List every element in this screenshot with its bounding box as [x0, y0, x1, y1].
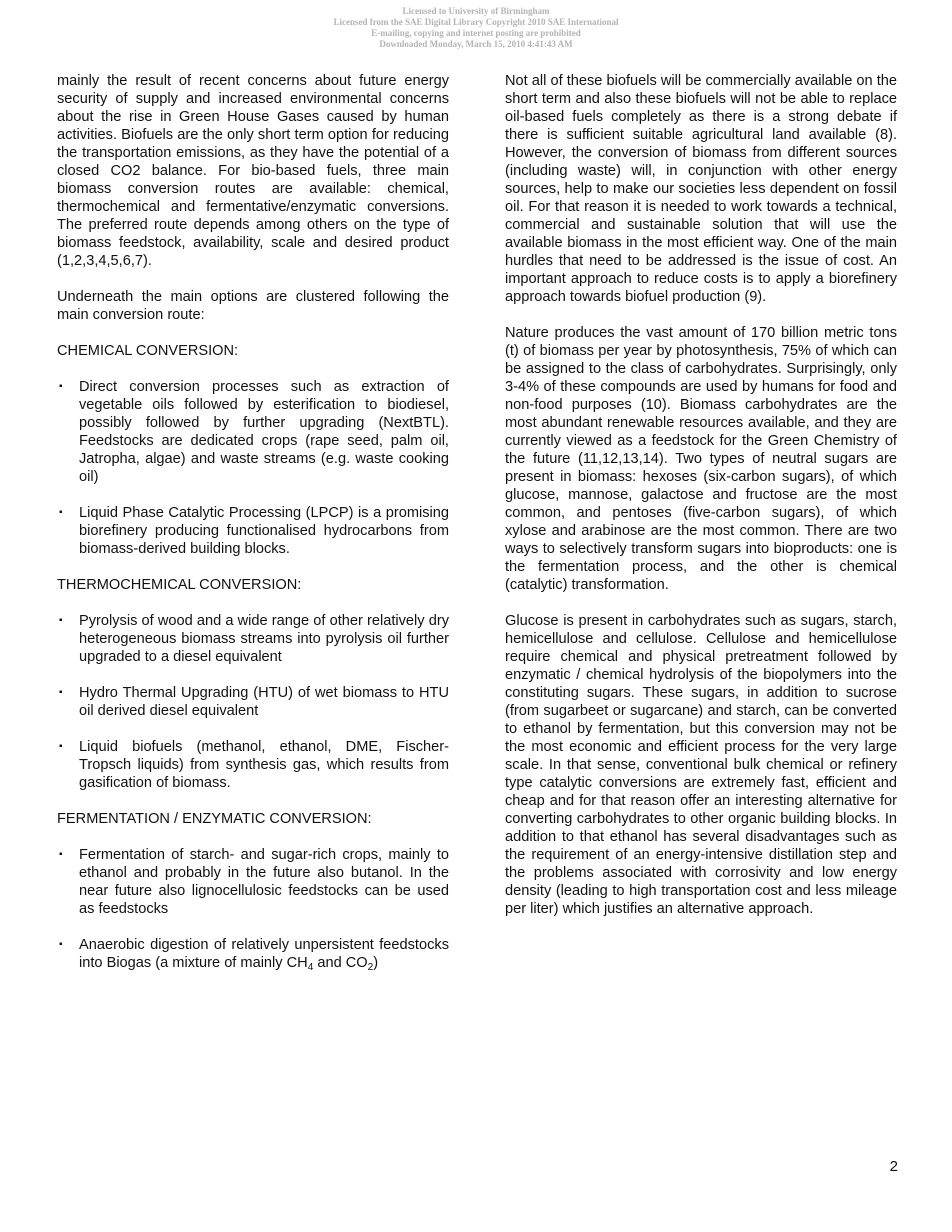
list-item-text: Liquid Phase Catalytic Processing (LPCP) is a promising biorefinery producing functionalised hydrocarbons from biomass-derived building blocks.: [79, 505, 449, 557]
list-item-text: [79, 937, 449, 971]
subscript: 2: [367, 962, 374, 973]
body-paragraph: Glucose is present in carbohydrates such as sugars, starch, hemicellulose and cellulose. Cellulose and hemicellulose require chemical and physical pretreatment followed by enzymatic / chemical hydrolysis of the biopolymers into the constituting sugars. These sugars, in addition to sucrose (from sugarbeet or sugarcane) and starch, can be converted to ethanol by fermentation, but this conversion may not be the most economic and efficient process for the very large scale. In that sense, conventional bulk chemical or refinery type catalytic conversions are extremely fast, efficient and cheap and for that reason offer an interesting alternative for converting carbohydrates to other organic building blocks. In addition to that ethanol has several disadvantages such as the requirement of an energy-intensive distillation step and the problems associated with corrosivity and low energy density (leading to high transportation cost and less mileage per liter) which justifies an alternative approach.: [505, 613, 897, 917]
list-item: [57, 936, 449, 972]
bullet-icon: ▪: [59, 939, 63, 950]
license-watermark: [0, 6, 952, 50]
bullet-icon: ▪: [59, 849, 63, 860]
list-item: [57, 738, 449, 792]
watermark-line: Downloaded Monday, March 15, 2010 4:41:43 AM: [379, 39, 573, 49]
watermark-line: E-mailing, copying and internet posting are prohibited: [371, 28, 581, 38]
body-paragraph: Not all of these biofuels will be commercially available on the short term and also these biofuels will not be able to replace oil-based fuels completely as there is a strong debate if there is sufficient suitable agricultural land available (8). However, the conversion of biomass from different sources (including waste) will, in conjunction with other energy sources, help to make our societies less dependent on fossil oil. For that reason it is needed to work towards a technical, commercial and sustainable solution that will use the available biomass in the most efficient way. One of the main hurdles that need to be addressed is the issue of cost. An important approach to reduce costs is to apply a biorefinery approach towards biofuel production (9).: [505, 73, 897, 305]
watermark-line: Licensed to University of Birmingham: [402, 6, 550, 16]
section-heading-chemical: CHEMICAL CONVERSION:: [57, 343, 239, 359]
body-paragraph: Nature produces the vast amount of 170 billion metric tons (t) of biomass per year by photosynthesis, 75% of which can be assigned to the class of carbohydrates. Surprisingly, only 3-4% of these compounds are used by humans for food and non-food purposes (10). Biomass carbohydrates are the most abundant renewable resources available, and they are currently viewed as a feedstock for the Green Chemistry of the future (11,12,13,14). Two types of neutral sugars are present in biomass: hexoses (six-carbon sugars), of which glucose, mannose, galactose and fructose are the most common, and pentoses (five-carbon sugars), of which xylose and arabinose are the most common. There are two ways to selectively transform sugars into bioproducts: one is the fermentation process, and the other is chemical (catalytic) transformation.: [505, 325, 897, 593]
page-number: 2: [889, 1158, 898, 1175]
text-fragment: ): [373, 955, 379, 971]
bullet-icon: ▪: [59, 381, 63, 392]
text-fragment: and CO: [313, 955, 368, 971]
list-item-text: Direct conversion processes such as extraction of vegetable oils followed by esterification to biodiesel, possibly followed by further upgrading (NextBTL). Feedstocks are dedicated crops (rape seed, palm oil, Jatropha, algae) and waste streams (e.g. waste cooking oil): [79, 379, 449, 485]
right-column: [505, 72, 897, 936]
subscript: 4: [307, 962, 314, 973]
chemical-list: [57, 378, 449, 558]
text-fragment: Anaerobic digestion of relatively unpersistent feedstocks into Biogas (a mixture of mainly CH: [79, 937, 449, 971]
bullet-icon: ▪: [59, 687, 63, 698]
watermark-line: Licensed from the SAE Digital Library Copyright 2010 SAE International: [333, 17, 619, 27]
thermochemical-list: [57, 612, 449, 792]
body-paragraph: Underneath the main options are clustered following the main conversion route:: [57, 289, 449, 323]
list-item-text: Fermentation of starch- and sugar-rich crops, mainly to ethanol and probably in the future also butanol. In the near future also lignocellulosic feedstocks can be used as feedstocks: [79, 847, 449, 917]
list-item: [57, 612, 449, 666]
bullet-icon: ▪: [59, 615, 63, 626]
fermentation-list: [57, 846, 449, 972]
body-paragraph: mainly the result of recent concerns about future energy security of supply and increased environmental concerns about the rise in Green House Gases caused by human activities. Biofuels are the only short term option for reducing the transportation emissions, as they have the potential of a closed CO2 balance. For bio-based fuels, three main biomass conversion routes are available: chemical, thermochemical and fermentative/enzymatic conversions. The preferred route depends among others on the type of biomass feedstock, availability, scale and desired product (1,2,3,4,5,6,7).: [57, 73, 449, 269]
section-heading-fermentation: FERMENTATION / ENZYMATIC CONVERSION:: [57, 811, 372, 827]
list-item: [57, 504, 449, 558]
bullet-icon: ▪: [59, 507, 63, 518]
list-item-text: Hydro Thermal Upgrading (HTU) of wet biomass to HTU oil derived diesel equivalent: [79, 685, 449, 719]
list-item: [57, 846, 449, 918]
list-item: [57, 684, 449, 720]
list-item-text: Pyrolysis of wood and a wide range of other relatively dry heterogeneous biomass streams into pyrolysis oil further upgraded to a diesel equivalent: [79, 613, 449, 665]
bullet-icon: ▪: [59, 741, 63, 752]
left-column: [57, 72, 449, 990]
list-item-text: Liquid biofuels (methanol, ethanol, DME, Fischer-Tropsch liquids) from synthesis gas, which results from gasification of biomass.: [79, 739, 449, 791]
list-item: [57, 378, 449, 486]
section-heading-thermochemical: THERMOCHEMICAL CONVERSION:: [57, 577, 302, 593]
